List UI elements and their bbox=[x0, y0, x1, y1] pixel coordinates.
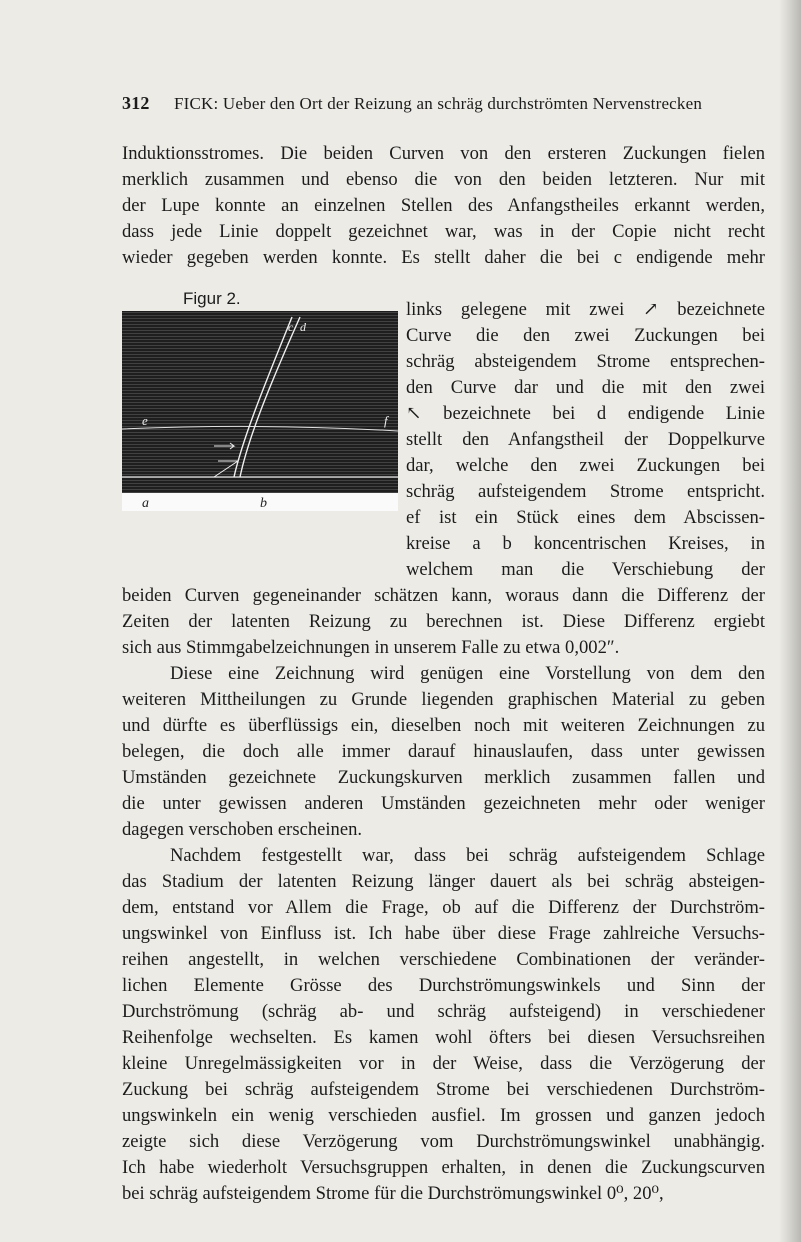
text-line: kreise a b koncentrischen Kreises, in bbox=[406, 533, 765, 554]
text-line: ungswinkel von Einfluss ist. Ich habe über diese Frage zahlreiche Versuchs- bbox=[122, 923, 765, 944]
text-line: das Stadium der latenten Reizung länger dauert als bei schräg absteigen- bbox=[122, 871, 765, 892]
label-f: f bbox=[384, 413, 388, 428]
text-line: weiteren Mittheilungen zu Grunde liegenden graphischen Material zu geben bbox=[122, 689, 765, 710]
paragraph-3 bbox=[122, 843, 765, 1207]
text-line: ↖ bezeichnete bei d endigende Linie bbox=[406, 403, 765, 424]
label-c: c bbox=[288, 320, 294, 334]
running-header bbox=[122, 93, 761, 117]
paragraph-1-wrap bbox=[406, 297, 765, 583]
label-e: e bbox=[142, 413, 148, 428]
figure-2-drawing bbox=[122, 311, 398, 511]
text-line: welchem man die Verschiebung der bbox=[406, 559, 765, 580]
text-line: reihen angestellt, in welchen verschiedene Combinationen der veränder- bbox=[122, 949, 765, 970]
text-line: lichen Elemente Grösse des Durchströmungswinkels und Sinn der bbox=[122, 975, 765, 996]
text-line: Umständen gezeichnete Zuckungskurven merklich zusammen fallen und bbox=[122, 767, 765, 788]
text-line: der Lupe konnte an einzelnen Stellen des Anfangstheiles erkannt werden, bbox=[122, 195, 765, 216]
text-line: kleine Unregelmässigkeiten vor in der Weise, dass die Verzögerung der bbox=[122, 1053, 765, 1074]
text-line: schräg aufsteigendem Strome entspricht. bbox=[406, 481, 765, 502]
label-a: a bbox=[142, 496, 149, 511]
text-line: ef ist ein Stück eines dem Abscissen- bbox=[406, 507, 765, 528]
figure-2 bbox=[122, 311, 398, 511]
text-line: Reihenfolge wechselten. Es kamen wohl öfters bei diesen Versuchsreihen bbox=[122, 1027, 765, 1048]
text-line: dar, welche den zwei Zuckungen bei bbox=[406, 455, 765, 476]
text-line: dem, entstand vor Allem die Frage, ob auf die Differenz der Durchström- bbox=[122, 897, 765, 918]
text-line: zeigte sich diese Verzögerung vom Durchströmungswinkel unabhängig. bbox=[122, 1131, 765, 1152]
text-line: beiden Curven gegeneinander schätzen kann, woraus dann die Differenz der bbox=[122, 585, 765, 606]
page-number: 312 bbox=[122, 93, 150, 113]
text-line: Diese eine Zeichnung wird genügen eine Vorstellung von dem den bbox=[170, 663, 765, 684]
header-title: FICK: Ueber den Ort der Reizung an schräg durchströmten Nervenstrecken bbox=[174, 94, 703, 113]
text-line: ungswinkeln ein wenig verschieden ausfiel. Im grossen und ganzen jedoch bbox=[122, 1105, 765, 1126]
text-line: dagegen verschoben erscheinen. bbox=[122, 819, 363, 840]
text-line: Nachdem festgestellt war, dass bei schräg aufsteigendem Schlage bbox=[170, 845, 765, 866]
paragraph-2 bbox=[122, 661, 765, 843]
text-line: und dürfte es überflüssigs ein, dieselben noch mit weiteren Zeichnungen zu bbox=[122, 715, 765, 736]
text-line: Zuckung bei schräg aufsteigendem Strome bei verschiedenen Durchström- bbox=[122, 1079, 765, 1100]
text-line: merklich zusammen und ebenso die von den beiden letzteren. Nur mit bbox=[122, 169, 765, 190]
text-line: Induktionsstromes. Die beiden Curven von den ersteren Zuckungen fielen bbox=[122, 143, 765, 164]
text-line: die unter gewissen anderen Umständen gezeichneten mehr oder weniger bbox=[122, 793, 765, 814]
text-line: Durchströmung (schräg ab- und schräg aufsteigend) in verschiedener bbox=[122, 1001, 765, 1022]
text-line: belegen, die doch alle immer darauf hinauslaufen, dass unter gewissen bbox=[122, 741, 765, 762]
text-line: Curve die den zwei Zuckungen bei bbox=[406, 325, 765, 346]
paragraph-1-top bbox=[122, 141, 765, 271]
text-line: sich aus Stimmgabelzeichnungen in unserem Falle zu etwa 0,002″. bbox=[122, 637, 620, 658]
label-d: d bbox=[300, 320, 306, 334]
text-line: dass jede Linie doppelt gezeichnet war, was in der Copie nicht recht bbox=[122, 221, 765, 242]
text-line: links gelegene mit zwei ↗ bezeichnete bbox=[406, 299, 765, 320]
text-line: Zeiten der latenten Reizung zu berechnen ist. Diese Differenz ergiebt bbox=[122, 611, 765, 632]
text-line: schräg absteigendem Strome entsprechen- bbox=[406, 351, 765, 372]
page-edge-shadow bbox=[779, 0, 801, 1242]
text-line: bei schräg aufsteigendem Strome für die Durchströmungswinkel 0⁰, 20⁰, bbox=[122, 1183, 664, 1204]
text-line: Ich habe wiederholt Versuchsgruppen erhalten, in denen die Zuckungscurven bbox=[122, 1157, 765, 1178]
figure-caption: Figur 2. bbox=[183, 289, 241, 308]
text-line: den Curve dar und die mit den zwei bbox=[406, 377, 765, 398]
text-line: wieder gegeben werden konnte. Es stellt daher die bei c endigende mehr bbox=[122, 247, 765, 268]
paragraph-1-rest bbox=[122, 583, 765, 661]
text-line: stellt den Anfangstheil der Doppelkurve bbox=[406, 429, 765, 450]
label-b: b bbox=[260, 496, 267, 511]
